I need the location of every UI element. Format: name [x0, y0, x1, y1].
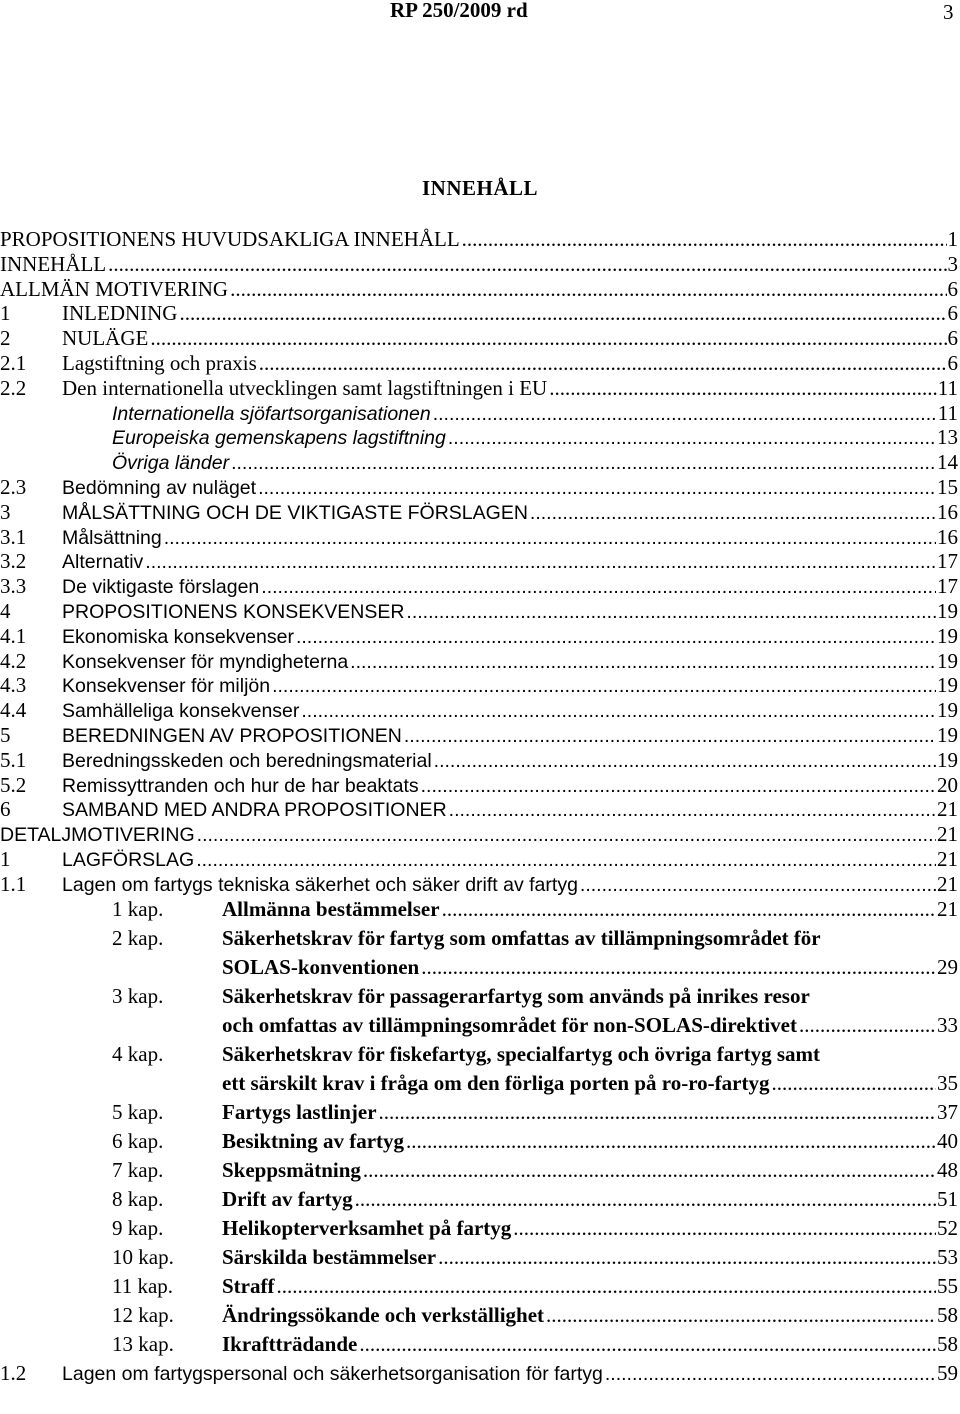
- toc-chapter-number: 10 kap.: [112, 1244, 174, 1269]
- toc-entry-title: BEREDNINGEN AV PROPOSITIONEN: [62, 724, 402, 747]
- toc-entry-page: 6: [947, 326, 958, 351]
- toc-entry[interactable]: [0, 475, 958, 500]
- toc-entry-page: 21: [937, 871, 958, 896]
- toc-entry-page: 16: [937, 524, 958, 549]
- toc-leader-dots: [546, 1303, 936, 1328]
- toc-entry-page: 48: [937, 1157, 958, 1182]
- toc-entry-page: 1: [947, 227, 958, 251]
- toc-entry-page: 19: [937, 648, 958, 673]
- toc-entry-page: 35: [937, 1070, 958, 1095]
- toc-entry-title: Den internationella utvecklingen samt lagstiftningen i EU: [62, 375, 548, 400]
- toc-chapter-number: 4 kap.: [112, 1041, 164, 1066]
- toc-leader-dots: [359, 1332, 936, 1357]
- toc-entry-title: MÅLSÄTTNING OCH DE VIKTIGASTE FÖRSLAGEN: [62, 501, 528, 524]
- toc-entry-page: 19: [937, 698, 958, 723]
- toc-entry-title: Alternativ: [62, 551, 144, 574]
- toc-entry[interactable]: [0, 673, 958, 698]
- toc-chapter-title: Ikraftträdande: [222, 1331, 358, 1356]
- toc-chapter-number: 13 kap.: [112, 1331, 174, 1356]
- toc-chapter-number: 7 kap.: [112, 1157, 164, 1182]
- toc-chapter-title: Fartygs lastlinjer: [222, 1099, 377, 1124]
- toc-entry-number: 4.3: [0, 673, 27, 698]
- toc-chapter-entry[interactable]: [0, 1245, 958, 1274]
- toc-entry-page: 17: [937, 574, 958, 599]
- toc-entry-number: 5.2: [0, 772, 27, 797]
- toc-leader-dots: [549, 376, 937, 401]
- toc-entry-title: Målsättning: [62, 526, 162, 549]
- toc-chapter-entry[interactable]: [0, 1274, 958, 1303]
- toc-entry-number: 4.4: [0, 698, 27, 723]
- toc-entry-number: 4: [0, 598, 11, 623]
- toc-chapter-title-cont: ett särskilt krav i fråga om den förliga porten på ro-ro-fartyg: [222, 1070, 770, 1095]
- toc-chapter-entry[interactable]: [0, 1042, 958, 1100]
- toc-chapter-title: Straff: [222, 1273, 275, 1298]
- toc-entry[interactable]: [0, 401, 958, 426]
- toc-chapter-entry[interactable]: [0, 1100, 958, 1129]
- toc-leader-dots: [438, 1245, 936, 1270]
- toc-entry-page: 37: [937, 1099, 958, 1124]
- toc-entry[interactable]: [0, 624, 958, 649]
- toc-chapter-title: Skeppsmätning: [222, 1157, 361, 1182]
- toc-entry-page: 19: [937, 722, 958, 747]
- toc-leader-dots: [230, 277, 946, 302]
- toc-entry[interactable]: [0, 252, 958, 277]
- toc-leader-dots: [434, 750, 936, 773]
- toc-chapter-title: Särskilda bestämmelser: [222, 1244, 437, 1269]
- toc-entry-page: 29: [937, 954, 958, 979]
- toc-leader-dots: [197, 824, 936, 847]
- toc-chapter-number: 9 kap.: [112, 1215, 164, 1240]
- toc-entry[interactable]: [0, 822, 958, 847]
- toc-leader-dots: [580, 874, 936, 897]
- toc-entry-page: 21: [937, 822, 958, 847]
- toc-chapter-title: Säkerhetskrav för passagerarfartyg som används på inrikes resor: [222, 983, 810, 1008]
- toc-entry-page: 19: [937, 747, 958, 772]
- toc-entry-title: Lagen om fartygspersonal och säkerhetsorganisation för fartyg: [62, 1362, 603, 1385]
- toc-leader-dots: [448, 427, 936, 450]
- toc-leader-dots: [404, 725, 936, 748]
- toc-entry[interactable]: [0, 847, 958, 872]
- toc-leader-dots: [108, 252, 946, 277]
- toc-entry-number: 1: [0, 301, 11, 326]
- toc-entry-title: Remissyttranden och hur de har beaktats: [62, 774, 419, 797]
- toc-entry-number: 3.2: [0, 549, 27, 574]
- toc-leader-dots: [433, 403, 937, 426]
- toc-chapter-title: Drift av fartyg: [222, 1186, 353, 1211]
- toc-entry-number: 3.1: [0, 524, 27, 549]
- toc-entry-title: Samhälleliga konsekvenser: [62, 700, 300, 723]
- toc-entry-page: 58: [937, 1331, 958, 1356]
- toc-leader-dots: [231, 452, 936, 475]
- toc-entry-title: Lagen om fartygs tekniska säkerhet och säker drift av fartyg: [62, 873, 578, 896]
- toc-entry-title: Internationella sjöfartsorganisationen: [112, 402, 431, 425]
- toc-chapter-number: 3 kap.: [112, 983, 164, 1008]
- toc-entry-page: 59: [937, 1360, 958, 1385]
- toc-entry-number: 4.1: [0, 623, 27, 648]
- toc-chapter-number: 5 kap.: [112, 1099, 164, 1124]
- toc-entry-title: ALLMÄN MOTIVERING: [0, 276, 229, 301]
- toc-entry-page: 6: [947, 301, 958, 326]
- toc-entry-title: PROPOSITIONENS KONSEKVENSER: [62, 600, 405, 623]
- toc-entry-page: 53: [937, 1244, 958, 1269]
- toc-chapter-entry[interactable]: [0, 984, 958, 1042]
- toc-entry-page: 21: [937, 846, 958, 871]
- toc-entry-number: 1.2: [0, 1360, 27, 1385]
- toc-entry-page: 51: [937, 1186, 958, 1211]
- toc-entry[interactable]: [0, 599, 958, 624]
- toc-leader-dots: [421, 775, 936, 798]
- toc-entry-page: 20: [937, 772, 958, 797]
- toc-chapter-entry[interactable]: [0, 1187, 958, 1216]
- toc-leader-dots: [145, 551, 936, 574]
- toc-entry-page: 11: [937, 400, 958, 425]
- toc-entry[interactable]: [0, 277, 958, 302]
- page-number: 3: [943, 0, 954, 24]
- toc-leader-dots: [406, 1129, 936, 1154]
- toc-chapter-title: Ändringssökande och verkställighet: [222, 1302, 545, 1327]
- toc-entry-page: 58: [937, 1302, 958, 1327]
- toc-entry-page: 21: [937, 896, 958, 921]
- toc-leader-dots: [301, 700, 936, 723]
- toc-entry[interactable]: [0, 649, 958, 674]
- toc-entry[interactable]: [0, 797, 958, 822]
- toc-entry-number: 2.1: [0, 350, 27, 375]
- toc-leader-dots: [150, 326, 946, 351]
- toc-chapter-entry[interactable]: [0, 1332, 958, 1361]
- toc-entry-title: NULÄGE: [62, 326, 149, 351]
- toc-entry-number: 3: [0, 499, 11, 524]
- toc-leader-dots: [350, 651, 936, 674]
- toc-chapter-title-cont: och omfattas av tillämpningsområdet för non-SOLAS-direktivet: [222, 1012, 797, 1037]
- toc-entry-title: De viktigaste förslagen: [62, 576, 260, 599]
- toc-entry-page: 3: [947, 251, 958, 276]
- toc-leader-dots: [379, 1100, 936, 1125]
- toc-entry-title: Europeiska gemenskapens lagstiftning: [112, 427, 446, 450]
- toc-leader-dots: [605, 1363, 936, 1386]
- toc-chapter-title: Besiktning av fartyg: [222, 1128, 405, 1153]
- toc-entry-title: Bedömning av nuläget: [62, 476, 257, 499]
- toc-chapter-entry[interactable]: [0, 1303, 958, 1332]
- toc-entry-title: DETALJMOTIVERING: [0, 824, 195, 847]
- toc-entry-page: 19: [937, 673, 958, 698]
- toc-chapter-entry[interactable]: [0, 897, 958, 926]
- toc-entry-number: 2.2: [0, 375, 27, 400]
- toc-chapter-entry[interactable]: [0, 1158, 958, 1187]
- toc-leader-dots: [196, 849, 936, 872]
- toc-chapter-number: 1 kap.: [112, 896, 164, 921]
- toc-chapter-title: Allmänna bestämmelser: [222, 896, 440, 921]
- toc-entry[interactable]: [0, 351, 958, 376]
- toc-entry-page: 19: [937, 623, 958, 648]
- toc-leader-dots: [406, 601, 936, 624]
- toc-entry-title: INNEHÅLL: [0, 251, 107, 276]
- toc-entry-page: 6: [947, 276, 958, 301]
- toc-leader-dots: [421, 955, 936, 980]
- toc-chapter-title: Säkerhetskrav för fiskefartyg, specialfartyg och övriga fartyg samt: [222, 1041, 820, 1066]
- page-header: [0, 0, 960, 30]
- toc-entry-page: 6: [947, 350, 958, 375]
- toc-entry-page: 19: [937, 598, 958, 623]
- toc-chapter-number: 11 kap.: [112, 1273, 174, 1298]
- toc-entry[interactable]: [0, 425, 958, 450]
- toc-leader-dots: [513, 1216, 936, 1241]
- toc-entry[interactable]: [0, 500, 958, 525]
- toc-leader-dots: [442, 897, 936, 922]
- toc-entry-title: Övriga länder: [112, 452, 230, 475]
- toc-leader-dots: [530, 502, 936, 525]
- toc-entry-title: PROPOSITIONENS HUVUDSAKLIGA INNEHÅLL: [0, 227, 460, 251]
- toc-entry-page: 33: [937, 1012, 958, 1037]
- toc-leader-dots: [363, 1158, 936, 1183]
- toc-entry-title: Beredningsskeden och beredningsmaterial: [62, 749, 432, 772]
- toc-entry-page: 40: [937, 1128, 958, 1153]
- toc-entry-title: Konsekvenser för myndigheterna: [62, 650, 349, 673]
- toc-leader-dots: [355, 1187, 936, 1212]
- toc-entry[interactable]: [0, 301, 958, 326]
- toc-leader-dots: [296, 626, 936, 649]
- toc-entry[interactable]: [0, 773, 958, 798]
- toc-entry-number: 4.2: [0, 648, 27, 673]
- toc-leader-dots: [179, 301, 946, 326]
- toc-entry-page: 17: [937, 549, 958, 574]
- toc-chapter-number: 12 kap.: [112, 1302, 174, 1327]
- toc-entry-page: 15: [937, 474, 958, 499]
- toc-entry-number: 5: [0, 722, 11, 747]
- toc-entry[interactable]: [0, 723, 958, 748]
- document-id: RP 250/2009 rd: [390, 0, 528, 22]
- toc-entry-page: 55: [937, 1273, 958, 1298]
- toc-entry[interactable]: [0, 549, 958, 574]
- toc-entry[interactable]: [0, 450, 958, 475]
- toc-entry-page: 52: [937, 1215, 958, 1240]
- toc-chapter-title: Helikopterverksamhet på fartyg: [222, 1215, 512, 1240]
- toc-entry[interactable]: [0, 227, 958, 252]
- toc-entry-number: 3.3: [0, 574, 27, 599]
- toc-chapter-entry[interactable]: [0, 926, 958, 984]
- toc-entry[interactable]: [0, 574, 958, 599]
- toc-leader-dots: [258, 477, 936, 500]
- toc-entry[interactable]: [0, 1361, 958, 1386]
- toc-leader-dots: [272, 675, 936, 698]
- toc-chapter-title: Säkerhetskrav för fartyg som omfattas av tillämpningsområdet för: [222, 925, 821, 950]
- toc-entry-page: 21: [937, 797, 958, 822]
- toc-chapter-title-cont: SOLAS-konventionen: [222, 954, 420, 979]
- toc-entry-number: 5.1: [0, 747, 27, 772]
- toc-entry-number: 1: [0, 846, 11, 871]
- toc-leader-dots: [276, 1274, 936, 1299]
- toc-entry-page: 16: [937, 499, 958, 524]
- table-of-contents: [0, 227, 958, 1385]
- toc-leader-dots: [462, 227, 947, 252]
- toc-entry-page: 11: [937, 375, 958, 400]
- toc-entry-title: SAMBAND MED ANDRA PROPOSITIONER: [62, 799, 447, 822]
- toc-leader-dots: [771, 1071, 936, 1096]
- toc-entry[interactable]: [0, 748, 958, 773]
- toc-chapter-entry[interactable]: [0, 1129, 958, 1158]
- toc-entry[interactable]: [0, 525, 958, 550]
- toc-entry-number: 1.1: [0, 871, 27, 896]
- toc-entry-title: LAGFÖRSLAG: [62, 848, 195, 871]
- toc-entry-title: Ekonomiska konsekvenser: [62, 625, 294, 648]
- toc-entry[interactable]: [0, 376, 958, 401]
- toc-chapter-number: 2 kap.: [112, 925, 164, 950]
- toc-leader-dots: [261, 576, 936, 599]
- toc-chapter-number: 6 kap.: [112, 1128, 164, 1153]
- toc-entry-title: INLEDNING: [62, 301, 178, 326]
- toc-leader-dots: [259, 351, 947, 376]
- toc-entry[interactable]: [0, 698, 958, 723]
- toc-chapter-number: 8 kap.: [112, 1186, 164, 1211]
- toc-entry[interactable]: [0, 872, 958, 897]
- toc-entry-number: 2: [0, 326, 11, 351]
- toc-entry-title: Lagstiftning och praxis: [62, 350, 257, 375]
- toc-leader-dots: [449, 799, 936, 822]
- toc-entry-page: 13: [937, 425, 958, 450]
- toc-entry[interactable]: [0, 326, 958, 351]
- toc-leader-dots: [799, 1013, 936, 1038]
- toc-entry-title: Konsekvenser för miljön: [62, 675, 271, 698]
- toc-entry-number: 6: [0, 797, 11, 822]
- toc-title: INNEHÅLL: [421, 176, 539, 200]
- toc-entry-page: 14: [937, 450, 958, 475]
- toc-entry-number: 2.3: [0, 474, 27, 499]
- toc-chapter-entry[interactable]: [0, 1216, 958, 1245]
- toc-leader-dots: [164, 527, 936, 550]
